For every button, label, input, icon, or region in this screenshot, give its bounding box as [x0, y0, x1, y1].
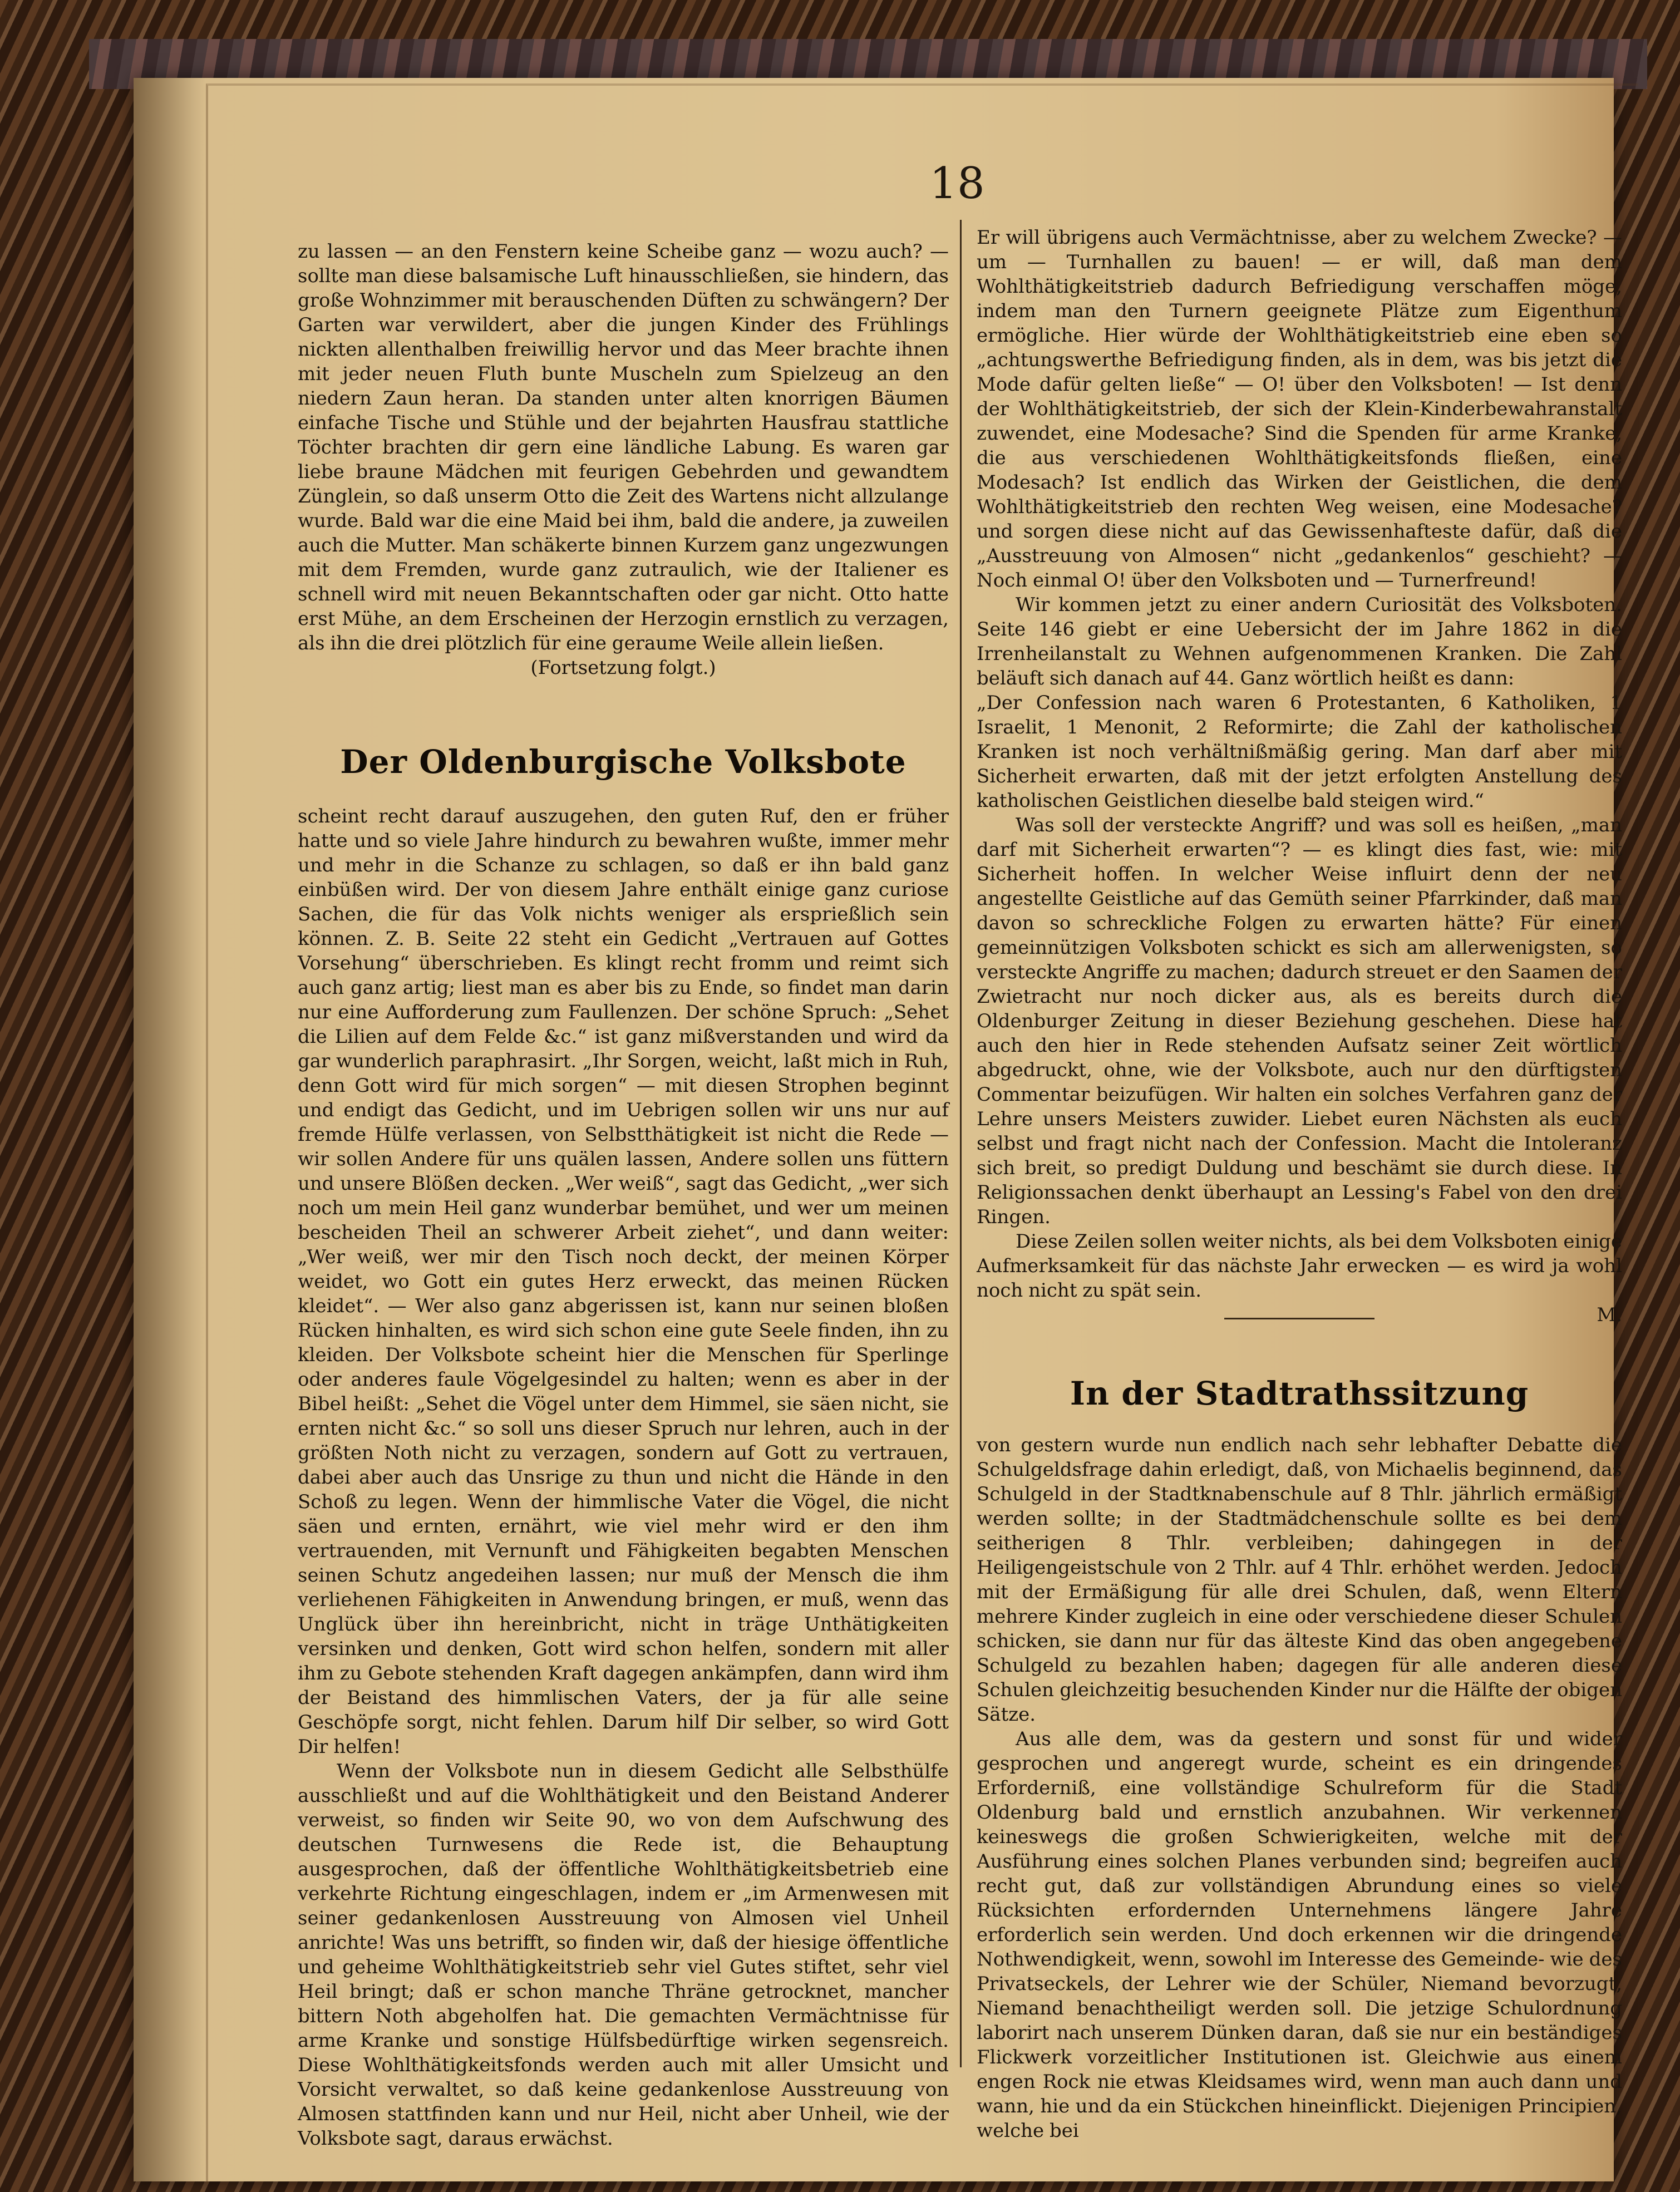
serial-continuation: [298, 239, 949, 680]
serial-paragraph: zu lassen — an den Fenstern keine Scheibe ganz — wozu auch? — sollte man diese balsamische Luft hinausschließen, sie hindern, das große Wohnzimmer mit berauschenden Düften zu schwängern? Der Garten war verwildert, aber die jungen Kinder des Frühlings nickten allenthalben freiwillig hervor und das Meer brachte ihnen mit jeder neuen Fluth bunte Muscheln zum Spielzeug an den niedern Zaun heran. Da standen unter alten knorrigen Bäumen einfache Tische und Stühle und der bejahrten Hausfrau stattliche Töchter brachten dir gern eine ländliche Labung. Es waren gar liebe braune Mädchen mit feurigen Gebehrden und gewandtem Zünglein, so daß unserm Otto die Zeit des Wartens nicht allzulange wurde. Bald war die eine Maid bei ihm, bald die andere, ja zuweilen auch die Mutter. Man schäkerte binnen Kurzem ganz ungezwungen mit dem Fremden, wurde ganz zutraulich, wie der Italiener es schnell wird mit neuen Bekanntschaften oder gar nicht. Otto hatte erst Mühe, an dem Erscheinen der Herzogin ernstlich zu verzagen, als ihn die drei plötzlich für eine geraume Weile allein ließen.: [298, 240, 949, 654]
section-rule: [1224, 1318, 1374, 1319]
article-volksbote-body: [298, 804, 949, 2151]
continued-note: (Fortsetzung folgt.): [530, 657, 716, 679]
article-paragraph: Was soll der versteckte Angriff? und was soll es heißen, „man darf mit Sicherheit erwarten“? — es klingt dies fast, wie: mit Sicherheit hoffen. In welcher Weise influirt denn der neu angestellte Geistliche auf das Gemüth seiner Pfarrkinder, daß man davon so schreckliche Folgen zu erwarten hätte? Für einen gemeinnützigen Volksboten schickt es sich am allerwenigsten, so versteckte Angriffe zu machen; dadurch streuet er den Saamen der Zwietracht nur noch dicker aus, als es bereits durch die Oldenburger Zeitung in dieser Beziehung geschehen. Diese hat auch den hier in Rede stehenden Aufsatz seiner Zeit wörtlich abgedruckt, ohne, wie der Volksbote, auch nur den dürftigsten Commentar beizufügen. Wir halten ein solches Verfahren ganz der Lehre unsers Meisters zuwider. Liebet euren Nächsten als euch selbst und fragt nicht nach der Confession. Macht die Intoleranz sich breit, so predigt Duldung und beschämt sie durch diese. In Religionssachen denkt überhaupt an Lessing's Fabel von den drei Ringen.: [977, 814, 1622, 1228]
article-paragraph: Aus alle dem, was da gestern und sonst für und wider gesprochen und angeregt wurde, scheint es ein dringendes Erforderniß, eine vollständige Schulreform für die Stadt Oldenburg bald und ernstlich anzubahnen. Wir verkennen keineswegs die großen Schwierigkeiten, welche mit der Ausführung eines solchen Planes verbunden sind; begreifen auch recht gut, daß zur vollständigen Abrundung eines so viele Rücksichten erfordernden Unternehmens längere Jahre erforderlich sein werden. Und doch erkennen wir die dringende Nothwendigkeit, wenn, sowohl im Interesse des Gemeinde- wie des Privatseckels, der Lehrer wie der Schüler, Niemand bevorzugt, Niemand benachtheiligt werden soll. Die jetzige Schulordnung laborirt nach unserem Dünken daran, daß sie nur ein beständiges Flickwerk vorzeitlicher Institutionen ist. Gleichwie aus einem engen Rock nie etwas Kleidsames wird, wenn man auch dann und wann, hie und da ein Stückchen hineinflickt. Diejenigen Principien, welche bei: [977, 1728, 1622, 2142]
article-paragraph: Er will übrigens auch Vermächtnisse, aber zu welchem Zwecke? — um — Turnhallen zu bauen! — er will, daß man dem Wohlthätigkeitstrieb dadurch Befriedigung verschaffen möge, indem man den Turnern geeignete Plätze zum Eigenthum ermögliche. Hier würde der Wohlthätigkeitstrieb eine eben so „achtungswerthe Befriedigung finden, als in dem, was bis jetzt die Mode dafür gelten ließe“ — O! über den Volksboten! — Ist denn der Wohlthätigkeitstrieb, der sich der Klein-Kinderbewahranstalt zuwendet, eine Modesache? Sind die Spenden für arme Kranke, die aus verschiedenen Wohlthätigkeitsfonds fließen, eine Modesach? Ist endlich das Wirken der Geistlichen, die dem Wohlthätigkeitstrieb den rechten Weg weisen, eine Modesache? und sorgen diese nicht auf das Gewissenhafteste dafür, daß die „Ausstreuung von Almosen“ nicht „gedankenlos“ geschieht? — Noch einmal O! über den Volksboten und — Turnerfreund!: [977, 226, 1622, 592]
page-gutter-shadow: [134, 78, 206, 2181]
article-title-volksbote: Der Oldenburgische Volksbote: [340, 743, 906, 781]
column-divider: [960, 220, 962, 2067]
article-paragraph: Diese Zeilen sollen weiter nichts, als bei dem Volksboten einige Aufmerksamkeit für das nächste Jahr erwecken — es wird ja wohl noch nicht zu spät sein.: [977, 1230, 1622, 1302]
article-paragraph: Wenn der Volksbote nun in diesem Gedicht alle Selbsthülfe ausschließt und auf die Wohlthätigkeit und den Beistand Anderer verweist, so finden wir Seite 90, wo von dem Aufschwung des deutschen Turnwesens die Rede ist, die Behauptung ausgesprochen, daß der öffentliche Wohlthätigkeitsbetrieb eine verkehrte Richtung eingeschlagen, indem er „im Armenwesen mit seiner gedankenlosen Ausstreuung von Almosen viel Unheil anrichte! Was uns betrifft, so finden wir, daß der hiesige öffentliche und geheime Wohlthätigkeitstrieb sehr viel Gutes stiftet, sehr viel Heil bringt; daß er schon manche Thräne getrocknet, mancher bittern Noth abgeholfen hat. Die gemachten Vermächtnisse für arme Kranke und sonstige Hülfsbedürftige wirken segensreich. Diese Wohlthätigkeitsfonds werden auch mit aller Umsicht und Vorsicht verwaltet, so daß keine gedankenlose Ausstreuung von Almosen stattfinden kann und nur Heil, nicht aber Unheil, wie der Volksbote sagt, daraus erwächst.: [298, 1760, 949, 2150]
article-paragraph: Wir kommen jetzt zu einer andern Curiosität des Volksboten. Seite 146 giebt er eine Uebersicht der im Jahre 1862 in die Irrenheilanstalt zu Wehnen aufgenommenen Kranken. Die Zahl beläuft sich danach auf 44. Ganz wörtlich heißt es dann:: [977, 594, 1622, 689]
article-paragraph: von gestern wurde nun endlich nach sehr lebhafter Debatte die Schulgeldsfrage dahin erledigt, daß, von Michaelis beginnend, das Schulgeld in der Stadtknabenschule auf 8 Thlr. jährlich ermäßigt werden sollte; in der Stadtmädchenschule sollte es bei dem seitherigen 8 Thlr. verbleiben; dahingegen in der Heiligengeistschule von 2 Thlr. auf 4 Thlr. erhöhet werden. Jedoch mit der Ermäßigung für alle drei Schulen, daß, wenn Eltern mehrere Kinder zugleich in eine oder verschiedene dieser Schulen schicken, sie dann nur für das älteste Kind das oben angegebene Schulgeld zu bezahlen haben; dagegen für alle anderen diese Schulen gleichzeitig besuchenden Kinder nur die Hälfte der obigen Sätze.: [977, 1434, 1622, 1726]
author-signature: M.: [1597, 1304, 1622, 1326]
article-paragraph: scheint recht darauf auszugehen, den guten Ruf, den er früher hatte und so viele Jahre hindurch zu bewahren wußte, immer mehr und mehr in die Schanze zu schlagen, so daß er ihn bald ganz einbüßen wird. Der von diesem Jahre enthält einige ganz curiose Sachen, die für das Volk nichts weniger als ersprießlich sein können. Z. B. Seite 22 steht ein Gedicht „Vertrauen auf Gottes Vorsehung“ überschrieben. Es klingt recht fromm und reimt sich auch ganz artig; liest man es aber bis zu Ende, so findet man darin nur eine Aufforderung zum Faullenzen. Der schöne Spruch: „Sehet die Lilien auf dem Felde &c.“ ist ganz mißverstanden und wird da gar wunderlich paraphrasirt. „Ihr Sorgen, weicht, laßt mich in Ruh, denn Gott wird für mich sorgen“ — mit diesen Strophen beginnt und endigt das Gedicht, und im Uebrigen sollen wir uns nur auf fremde Hülfe verlassen, von Selbstthätigkeit ist nicht die Rede — wir sollen Andere für uns quälen lassen, Andere sollen uns füttern und unsere Blößen decken. „Wer weiß“, sagt das Gedicht, „wer sich noch um mein Heil ganz wunderbar bemühet, und wer um meinen bescheiden Theil an schwerer Arbeit ziehet“, und dann weiter: „Wer weiß, wer mir den Tisch noch deckt, der meinen Körper weidet, wo Gott ein gutes Herz erweckt, das meinen Rücken kleidet“. — Wer also ganz abgerissen ist, kann nur seinen bloßen Rücken hinhalten, es wird sich schon eine gute Seele finden, ihn zu kleiden. Der Volksbote scheint hier die Menschen für Sperlinge oder anderes faule Vögelgesindel zu halten; wenn es aber in der Bibel heißt: „Sehet die Vögel unter dem Himmel, sie säen nicht, sie ernten nicht &c.“ so soll uns dieser Spruch nur lehren, auch in der größten Noth nicht zu verzagen, sondern auf Gott zu vertrauen, dabei aber auch das Unsrige zu thun und nicht die Hände in den Schoß zu legen. Wenn der himmlische Vater die Vögel, die nicht säen und ernten, ernährt, wie viel mehr wird er den ihm vertrauenden, mit Vernunft und Fähigkeiten begabten Menschen seinen Schutz angedeihen lassen; nur muß der Mensch die ihm verliehenen Fähigkeiten in Anwendung bringen, er muß, wenn das Unglück über ihn hereinbricht, nicht in träge Unthätigkeiten versinken und denken, Gott wird schon helfen, sondern mit aller ihm zu Gebote stehenden Kraft dagegen ankämpfen, dann wird ihm der Beistand des himmlischen Vaters, der ja für alle seine Geschöpfe sorgt, nicht fehlen. Darum hilf Dir selber, so wird Gott Dir helfen!: [298, 805, 949, 1758]
page-number: 18: [929, 159, 985, 209]
quoted-passage: „Der Confession nach waren 6 Protestanten, 6 Katholiken, 1 Israelit, 1 Menonit, 2 Reformirte; die Zahl der katholischen Kranken ist noch verhältnißmäßig gering. Man darf aber mit Sicherheit erwarten, daß mit der jetzt erfolgten Anstellung des katholischen Geistlichen dieselbe bald steigen wird.“: [977, 692, 1622, 812]
article-stadtrat-body: [977, 1433, 1622, 2143]
article-title-stadtrat: In der Stadtrathssitzung: [1070, 1375, 1529, 1412]
article-volksbote-continued: [977, 225, 1622, 1327]
